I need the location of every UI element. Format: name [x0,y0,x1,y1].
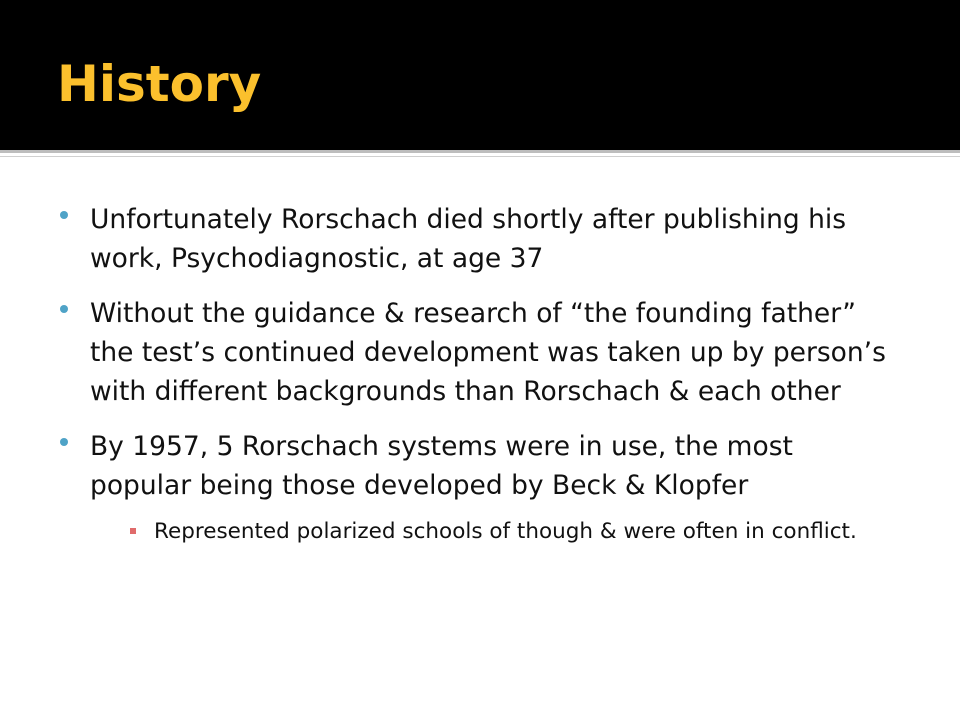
bullet-text: Unfortunately Rorschach died shortly after publishing his work, Psychodiagnostic, at age 37 [90,204,847,274]
bullet-text: Without the guidance & research of “the founding father” the test’s continued development was taken up by person’s with different backgrounds than Rorschach & each other [90,298,886,407]
bullet-item [60,427,900,505]
sub-bullet-item [130,515,900,548]
bullet-item [60,200,900,278]
slide-body [60,200,900,548]
bullet-item [60,294,900,411]
bullet-dot-icon [60,438,68,446]
bullet-dot-icon [60,305,68,313]
title-divider [0,150,960,153]
sub-bullet-text: Represented polarized schools of though & were often in conflict. [154,519,857,544]
square-bullet-icon [130,528,136,534]
bullet-dot-icon [60,211,68,219]
slide-title: History [57,55,262,113]
bullet-text: By 1957, 5 Rorschach systems were in use, the most popular being those developed by Beck & Klopfer [90,431,793,501]
title-divider-thin [0,156,960,157]
title-bar [0,0,960,150]
